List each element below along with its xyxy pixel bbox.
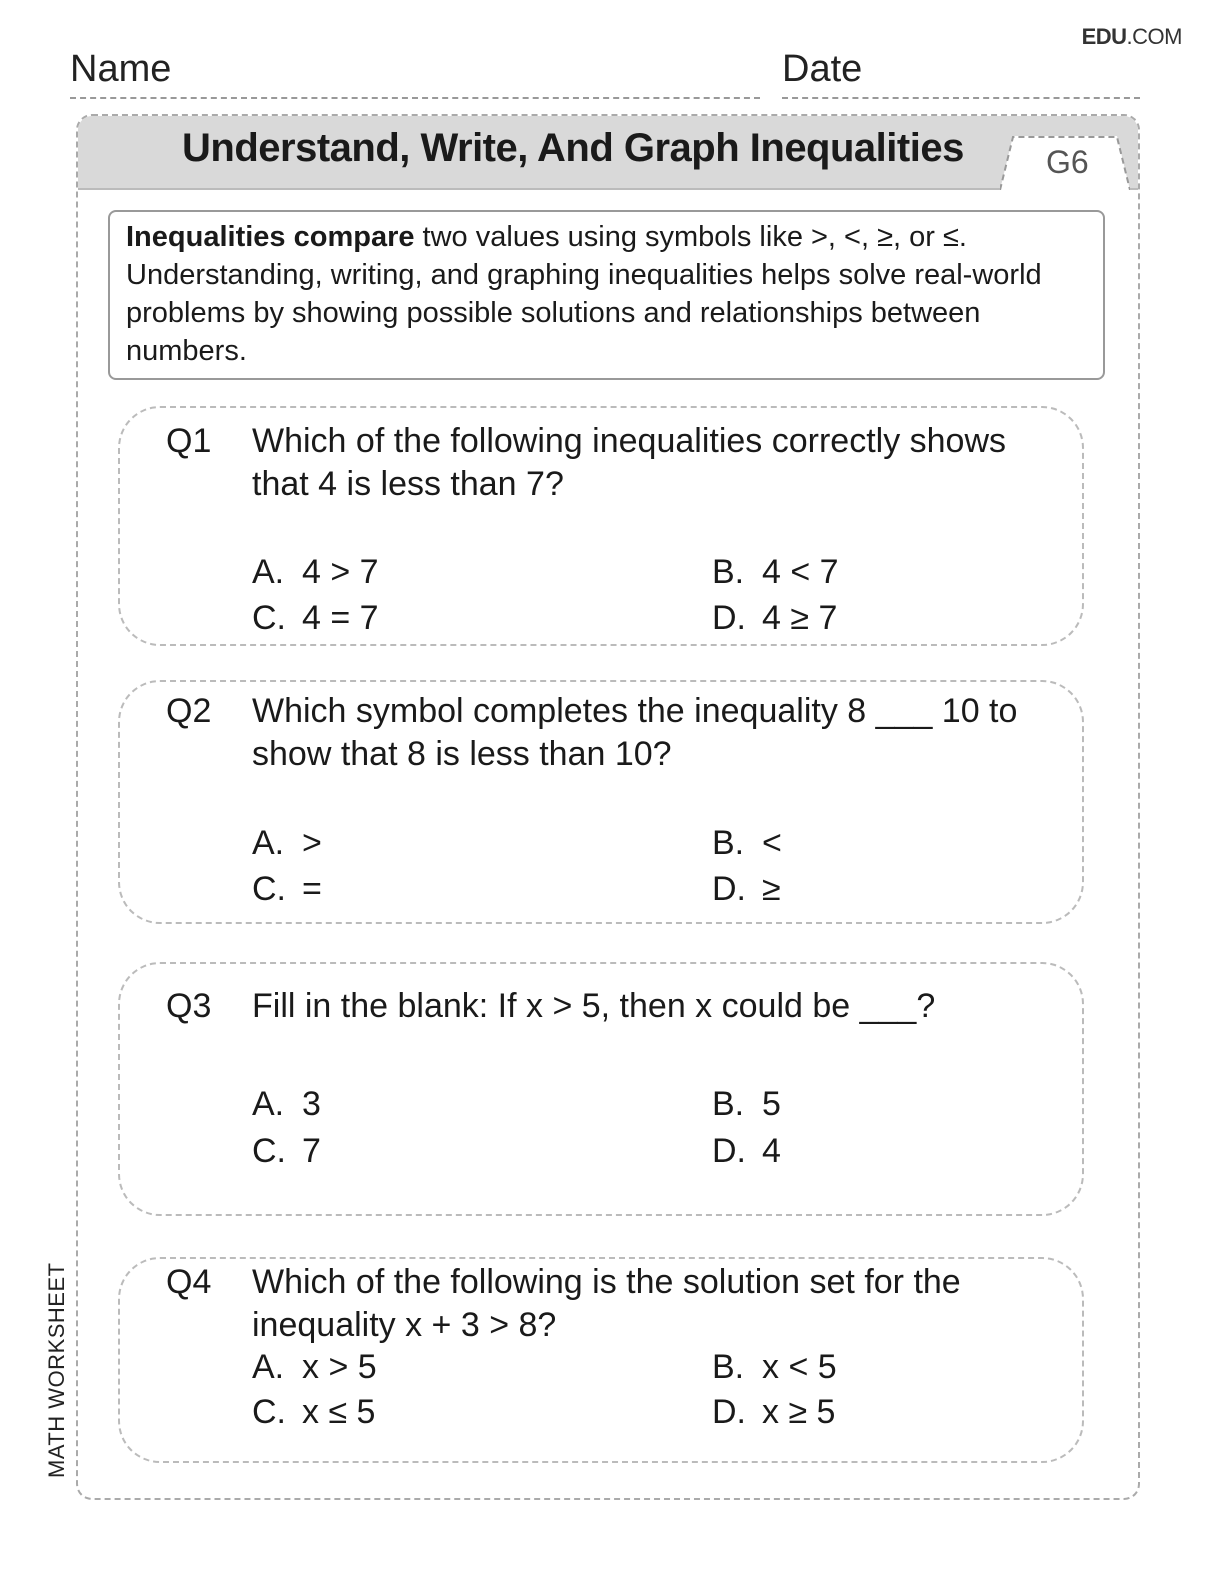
option-letter: D.	[712, 599, 746, 637]
option-value: 4 < 7	[762, 553, 839, 591]
option-value: >	[302, 824, 322, 862]
date-underline	[782, 97, 1140, 99]
question-text: Fill in the blank: If x > 5, then x could be ___?	[252, 987, 936, 1025]
option-letter: A.	[252, 1085, 285, 1123]
option-a[interactable]	[252, 1085, 321, 1124]
name-field[interactable]	[70, 48, 760, 91]
option-value: ≥	[762, 870, 781, 908]
option-a[interactable]	[252, 824, 322, 863]
option-value: 4	[762, 1132, 781, 1170]
option-letter: D.	[712, 870, 746, 908]
brand-logo-rest: .COM	[1126, 24, 1182, 49]
option-c[interactable]	[252, 1393, 375, 1432]
date-field[interactable]	[782, 48, 1140, 91]
option-letter: A.	[252, 824, 285, 862]
brand-logo	[1082, 24, 1182, 50]
intro-box	[108, 210, 1105, 380]
option-a[interactable]	[252, 553, 379, 592]
option-c[interactable]	[252, 870, 322, 909]
option-value: 4 = 7	[302, 599, 379, 637]
option-letter: D.	[712, 1393, 746, 1431]
option-letter: C.	[252, 870, 286, 908]
option-value: 4 ≥ 7	[762, 599, 838, 637]
question-number: Q4	[166, 1263, 212, 1301]
option-d[interactable]	[712, 1393, 835, 1432]
option-d[interactable]	[712, 599, 837, 638]
intro-text: two values using symbols like >, <, ≥, or ≤. Understanding, writing, and graphing inequalities helps solve real-world problems by showing possible solutions and relationships between numbers.	[126, 221, 1042, 367]
option-letter: A.	[252, 553, 285, 591]
option-c[interactable]	[252, 599, 379, 638]
option-letter: B.	[712, 824, 745, 862]
option-letter: B.	[712, 1348, 745, 1386]
option-b[interactable]	[712, 1085, 781, 1124]
grade-label: G6	[1046, 144, 1089, 180]
side-label: MATH WORKSHEET	[44, 1262, 69, 1478]
question-text: Which of the following inequalities correctly shows that 4 is less than 7?	[252, 422, 1007, 503]
option-letter: B.	[712, 1085, 745, 1123]
option-c[interactable]	[252, 1132, 321, 1171]
option-value: 3	[302, 1085, 321, 1123]
option-value: 4 > 7	[302, 553, 379, 591]
intro-bold: Inequalities compare	[126, 221, 415, 253]
option-b[interactable]	[712, 824, 782, 863]
option-value: x < 5	[762, 1348, 837, 1386]
option-letter: C.	[252, 1393, 286, 1431]
option-value: 5	[762, 1085, 781, 1123]
option-a[interactable]	[252, 1348, 377, 1387]
option-letter: C.	[252, 1132, 286, 1170]
option-d[interactable]	[712, 1132, 781, 1171]
option-value: =	[302, 870, 322, 908]
option-letter: D.	[712, 1132, 746, 1170]
option-b[interactable]	[712, 1348, 837, 1387]
name-label: Name	[70, 48, 172, 90]
option-value: <	[762, 824, 782, 862]
question-number: Q2	[166, 692, 212, 730]
option-d[interactable]	[712, 870, 781, 909]
worksheet-title: Understand, Write, And Graph Inequalities	[182, 126, 964, 170]
brand-logo-bold: EDU	[1081, 24, 1127, 49]
name-underline	[70, 97, 760, 99]
option-b[interactable]	[712, 553, 839, 592]
question-text: Which of the following is the solution set for the inequality x + 3 > 8?	[252, 1263, 961, 1344]
option-value: x > 5	[302, 1348, 377, 1386]
date-label: Date	[782, 48, 863, 90]
option-value: x ≥ 5	[762, 1393, 836, 1431]
question-text: Which symbol completes the inequality 8 ___ 10 to show that 8 is less than 10?	[252, 692, 1018, 773]
option-letter: A.	[252, 1348, 285, 1386]
option-letter: C.	[252, 599, 286, 637]
question-number: Q3	[166, 987, 212, 1025]
question-number: Q1	[166, 422, 212, 460]
option-value: 7	[302, 1132, 321, 1170]
option-letter: B.	[712, 553, 745, 591]
option-value: x ≤ 5	[302, 1393, 376, 1431]
